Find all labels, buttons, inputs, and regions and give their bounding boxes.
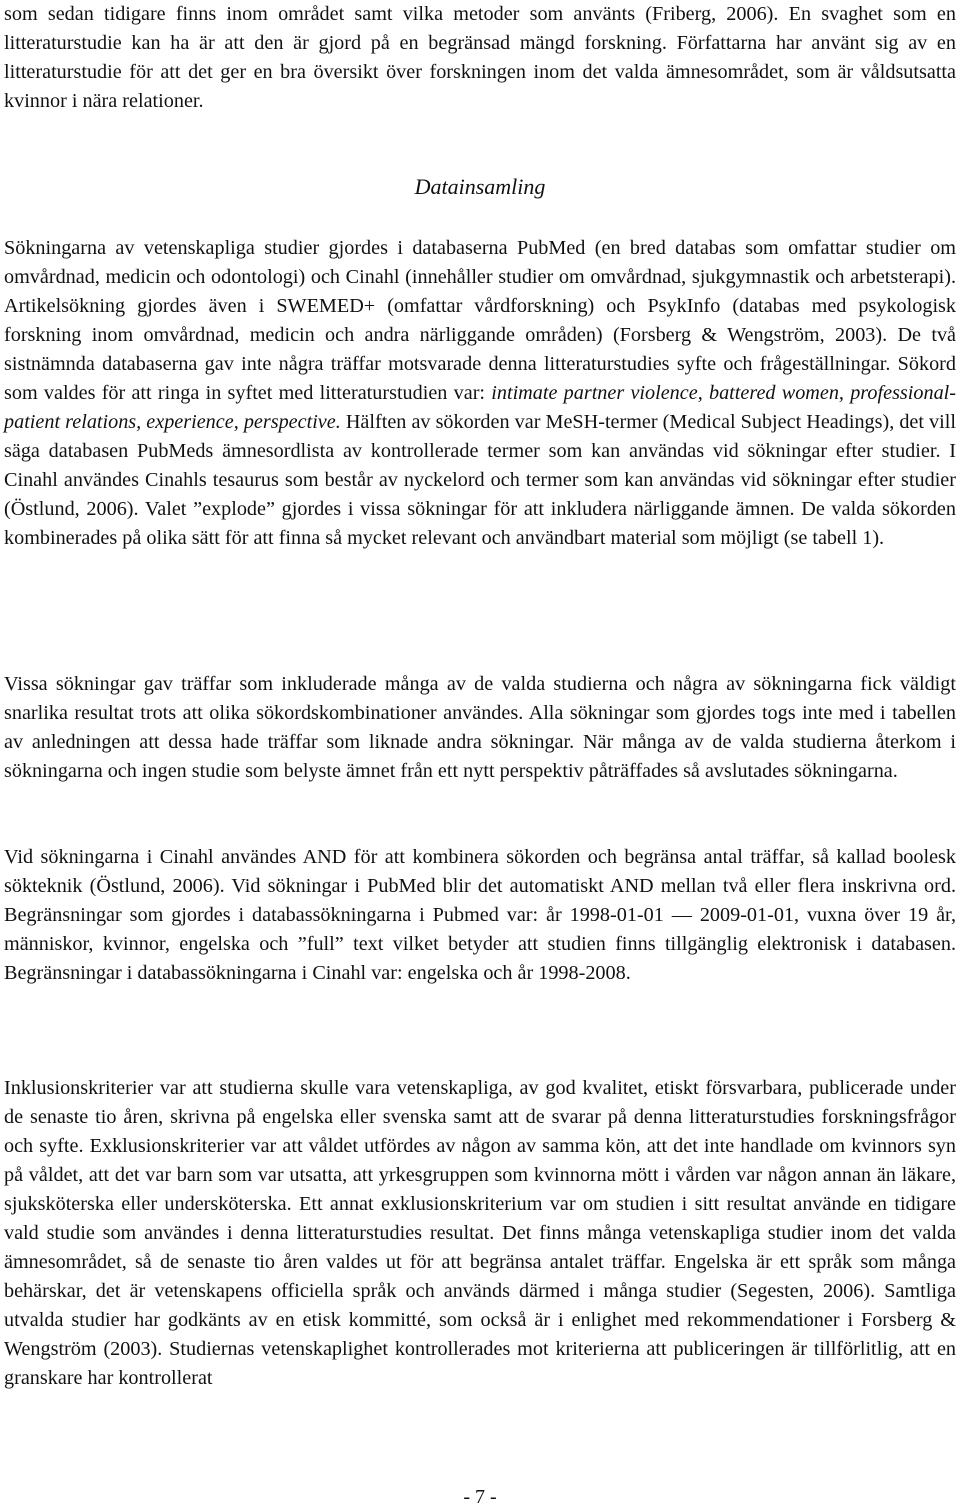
document-page xyxy=(4,0,956,1509)
intro-paragraph-end: som sedan tidigare finns inom området samt vilka metoder som använts (Friberg, 2006). En svaghet som en litteraturstudie kan ha är att den är gjord på en begränsad mängd forskning. Författarna har använt sig av en litteraturstudie för att det ger en bra översikt över forskningen inom det valda ämnesområdet, som är våldsutsatta kvinnor i nära relationer. xyxy=(4,3,956,112)
search-keywords: intimate partner violence, battered women, professional-patient relations, experience, perspective. xyxy=(4,382,957,433)
paragraph-search-results: Vissa sökningar gav träffar som inkluderade många av de valda studierna och några av sökningarna fick väldigt snarlika resultat trots att olika sökordskombinationer användes. Alla sökningar som gjordes togs inte med i tabellen av anledningen att dessa hade träffar som liknade andra sökningar. När många av de valda studierna återkom i sökningarna och ingen studie som belyste ämnet från ett nytt perspektiv påträffades så avslutades sökningarna. xyxy=(4,673,956,782)
paragraph-text: Sökningarna av vetenskapliga studier gjordes i databaserna PubMed (en bred databas som omfattar studier om omvårdnad, medicin och odontologi) och Cinahl (innehåller studier om omvårdnad, sjukgymnastik och arbetsterapi). Artikelsökning gjordes även i SWEMED+ (omfattar vårdforskning) och PsykInfo (databas med psykologisk forskning inom omvårdnad, medicin och andra närliggande områden) (Forsberg & Wengström, 2003). De två sistnämnda databaserna gav inte några träffar motsvarade denna litteraturstudies syfte och frågeställningar. Sökord som valdes för att ringa in syftet med litteraturstudien var: xyxy=(4,237,956,404)
paragraph-data-collection xyxy=(4,234,956,553)
paragraph-boolean-search: Vid sökningarna i Cinahl användes AND för att kombinera sökorden och begränsa antal träffar, så kallad boolesk sökteknik (Östlund, 2006). Vid sökningar i PubMed blir det automatiskt AND mellan två eller flera inskrivna ord. Begränsningar som gjordes i databassökningarna i Pubmed var: år 1998-01-01 — 2009-01-01, vuxna över 19 år, människor, kvinnor, engelska och ”full” text vilket betyder att studien finns tillgänglig elektronisk i databasen. Begränsningar i databassökningarna i Cinahl var: engelska och år 1998-2008. xyxy=(4,846,956,984)
page-number: - 7 - xyxy=(463,1486,497,1508)
paragraph-inclusion-criteria: Inklusionskriterier var att studierna skulle vara vetenskapliga, av god kvalitet, etiskt försvarbara, publicerade under de senaste tio åren, skrivna på engelska eller svenska samt att de svarar på denna litteraturstudies forskningsfrågor och syfte. Exklusionskriterier var att våldet utfördes av någon av samma kön, att det inte handlade om kvinnors syn på våldet, att det var barn som var utsatta, att yrkesgruppen som kvinnorna mött i vården var någon annan än läkare, sjuksköterska eller undersköterska. Ett annat exklusionskriterium var om studien i sitt resultat använde en tidigare vald studie som användes i denna litteraturstudies resultat. Det finns många vetenskapliga studier inom det valda ämnesområdet, så de senaste tio åren valdes ut för att begränsa antalet träffar. Engelska är ett språk som många behärskar, det är vetenskapens officiella språk och används därmed i många studier (Segesten, 2006). Samtliga utvalda studier har godkänts av en etisk kommitté, som också är i enlighet med rekommendationer i Forsberg & Wengström (2003). Studiernas vetenskaplighet kontrollerades mot kriterierna att publiceringen är tillförlitlig, att en granskare har kontrollerat xyxy=(4,1077,956,1389)
paragraph-text: Hälften av sökorden var MeSH-termer (Medical Subject Headings), det vill säga databasen PubMeds ämnesordlista av kontrollerade termer som kan användas vid sökningar efter studier. I Cinahl användes Cinahls tesaurus som består av nyckelord och termer som kan användas vid sökningar efter studier (Östlund, 2006). Valet ”explode” gjordes i vissa sökningar för att inkludera närliggande ämnen. De valda sökorden kombinerades på olika sätt för att finna så mycket relevant och användbart material som möjligt (se tabell 1). xyxy=(4,411,956,549)
section-heading: Datainsamling xyxy=(414,174,546,199)
